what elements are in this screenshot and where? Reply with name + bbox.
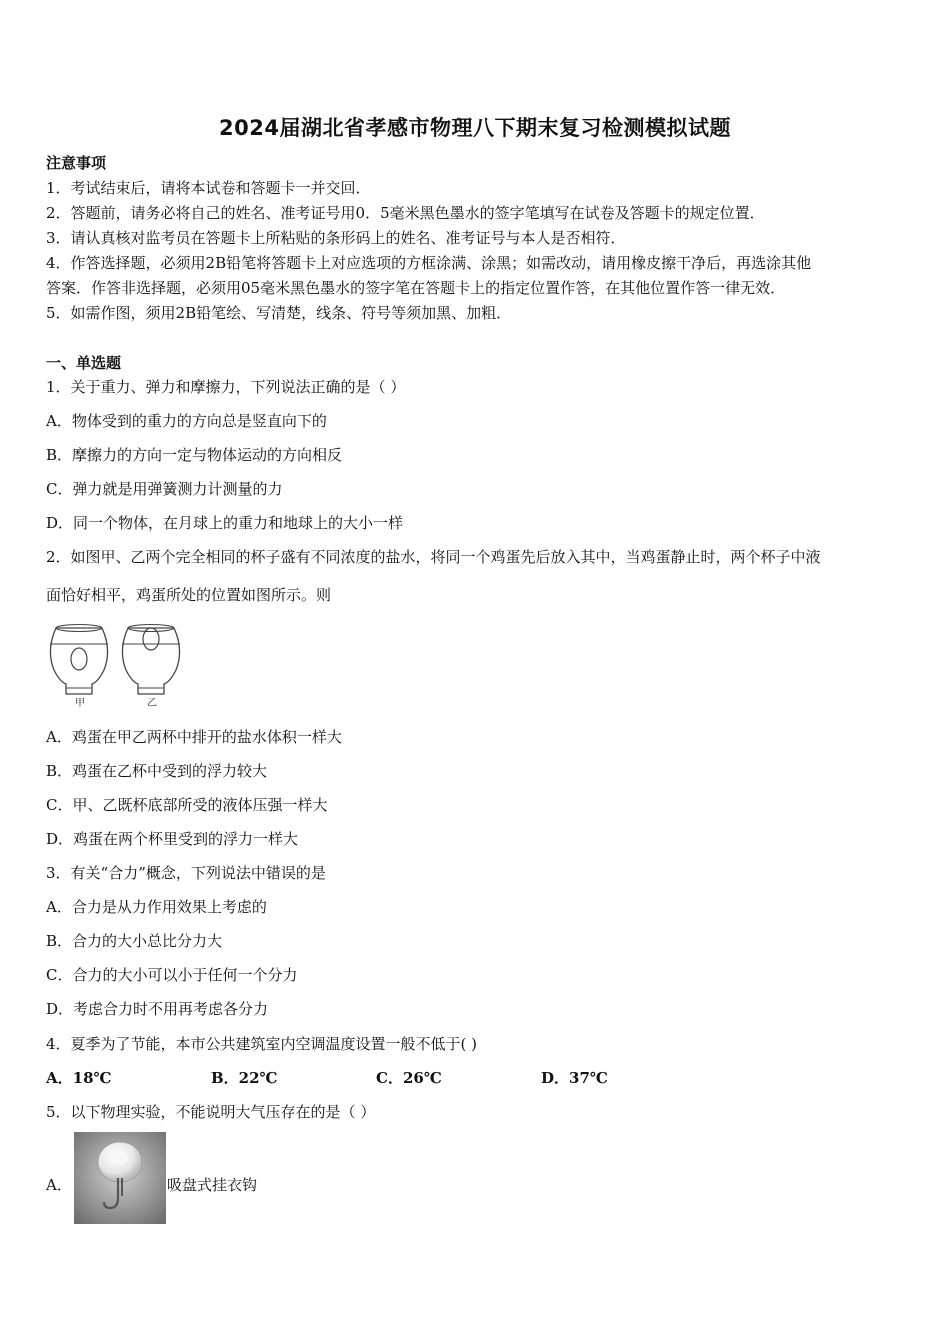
question-5-stem: 5．以下物理实验，不能说明大气压存在的是（ ） bbox=[46, 1103, 376, 1121]
cup-jia-label: 甲 bbox=[75, 698, 85, 709]
question-1-option-d: D．同一个物体，在月球上的重力和地球上的大小一样 bbox=[46, 514, 404, 532]
question-1-stem: 1．关于重力、弹力和摩擦力，下列说法正确的是（ ） bbox=[46, 378, 406, 396]
question-5-option-a-text: 吸盘式挂衣钩 bbox=[167, 1176, 258, 1194]
notice-item: 1．考试结束后，请将本试卷和答题卡一并交回． bbox=[46, 179, 371, 197]
notice-item: 2．答题前，请务必将自己的姓名、准考证号用0．5毫米黑色墨水的签字笔填写在试卷及答题卡的规定位置． bbox=[46, 204, 765, 222]
question-2-option-b: B．鸡蛋在乙杯中受到的浮力较大 bbox=[46, 762, 268, 780]
question-2-stem-line1: 2．如图甲、乙两个完全相同的杯子盛有不同浓度的盐水，将同一个鸡蛋先后放入其中，当鸡蛋静止时，两个杯子中液 bbox=[46, 548, 821, 566]
question-3-stem: 3．有关“合力”概念，下列说法中错误的是 bbox=[46, 864, 326, 882]
question-2-option-d: D．鸡蛋在两个杯里受到的浮力一样大 bbox=[46, 830, 299, 848]
question-3-option-b: B．合力的大小总比分力大 bbox=[46, 932, 223, 950]
cup-yi-label: 乙 bbox=[147, 698, 157, 709]
question-3-option-d: D．考虑合力时不用再考虑各分力 bbox=[46, 1000, 269, 1018]
notice-heading: 注意事项 bbox=[46, 154, 107, 172]
suction-hook-icon bbox=[74, 1132, 166, 1224]
question-4-option-a: A．18℃ bbox=[46, 1069, 112, 1087]
question-2-stem-line2: 面恰好相平，鸡蛋所处的位置如图所示。则 bbox=[46, 586, 332, 604]
question-4-option-b: B．22℃ bbox=[211, 1069, 278, 1087]
cup-jia-diagram bbox=[50, 625, 108, 710]
cup-yi-diagram bbox=[122, 625, 180, 710]
suction-hook-photo bbox=[74, 1132, 166, 1224]
question-4-option-d: D．37℃ bbox=[541, 1069, 608, 1087]
question-5-option-a-letter: A． bbox=[46, 1176, 72, 1194]
notice-item: 4．作答选择题，必须用2B铅笔将答题卡上对应选项的方框涂满、涂黑；如需改动，请用橡皮擦干净后，再选涂其他 bbox=[46, 254, 812, 272]
question-2-option-c: C．甲、乙既杯底部所受的液体压强一样大 bbox=[46, 796, 328, 814]
question-2-option-a: A．鸡蛋在甲乙两杯中排开的盐水体积一样大 bbox=[46, 728, 342, 746]
cups-figure bbox=[44, 622, 194, 710]
notice-item: 5．如需作图，须用2B铅笔绘、写清楚，线条、符号等须加黑、加粗． bbox=[46, 304, 512, 322]
notice-item: 3．请认真核对监考员在答题卡上所粘贴的条形码上的姓名、准考证号与本人是否相符． bbox=[46, 229, 626, 247]
notice-item: 答案．作答非选择题，必须用05毫米黑色墨水的签字笔在答题卡上的指定位置作答，在其他位置作答一律无效． bbox=[46, 279, 786, 297]
question-3-option-a: A．合力是从力作用效果上考虑的 bbox=[46, 898, 267, 916]
question-3-option-c: C．合力的大小可以小于任何一个分力 bbox=[46, 966, 298, 984]
question-4-option-c: C．26℃ bbox=[376, 1069, 442, 1087]
question-1-option-b: B．摩擦力的方向一定与物体运动的方向相反 bbox=[46, 446, 343, 464]
question-4-stem: 4．夏季为了节能，本市公共建筑室内空调温度设置一般不低于( ) bbox=[46, 1035, 478, 1053]
question-1-option-c: C．弹力就是用弹簧测力计测量的力 bbox=[46, 480, 283, 498]
section-heading: 一、单选题 bbox=[46, 354, 122, 372]
question-1-option-a: A．物体受到的重力的方向总是竖直向下的 bbox=[46, 412, 327, 430]
page-title: 2024届湖北省孝感市物理八下期末复习检测模拟试题 bbox=[219, 116, 731, 140]
